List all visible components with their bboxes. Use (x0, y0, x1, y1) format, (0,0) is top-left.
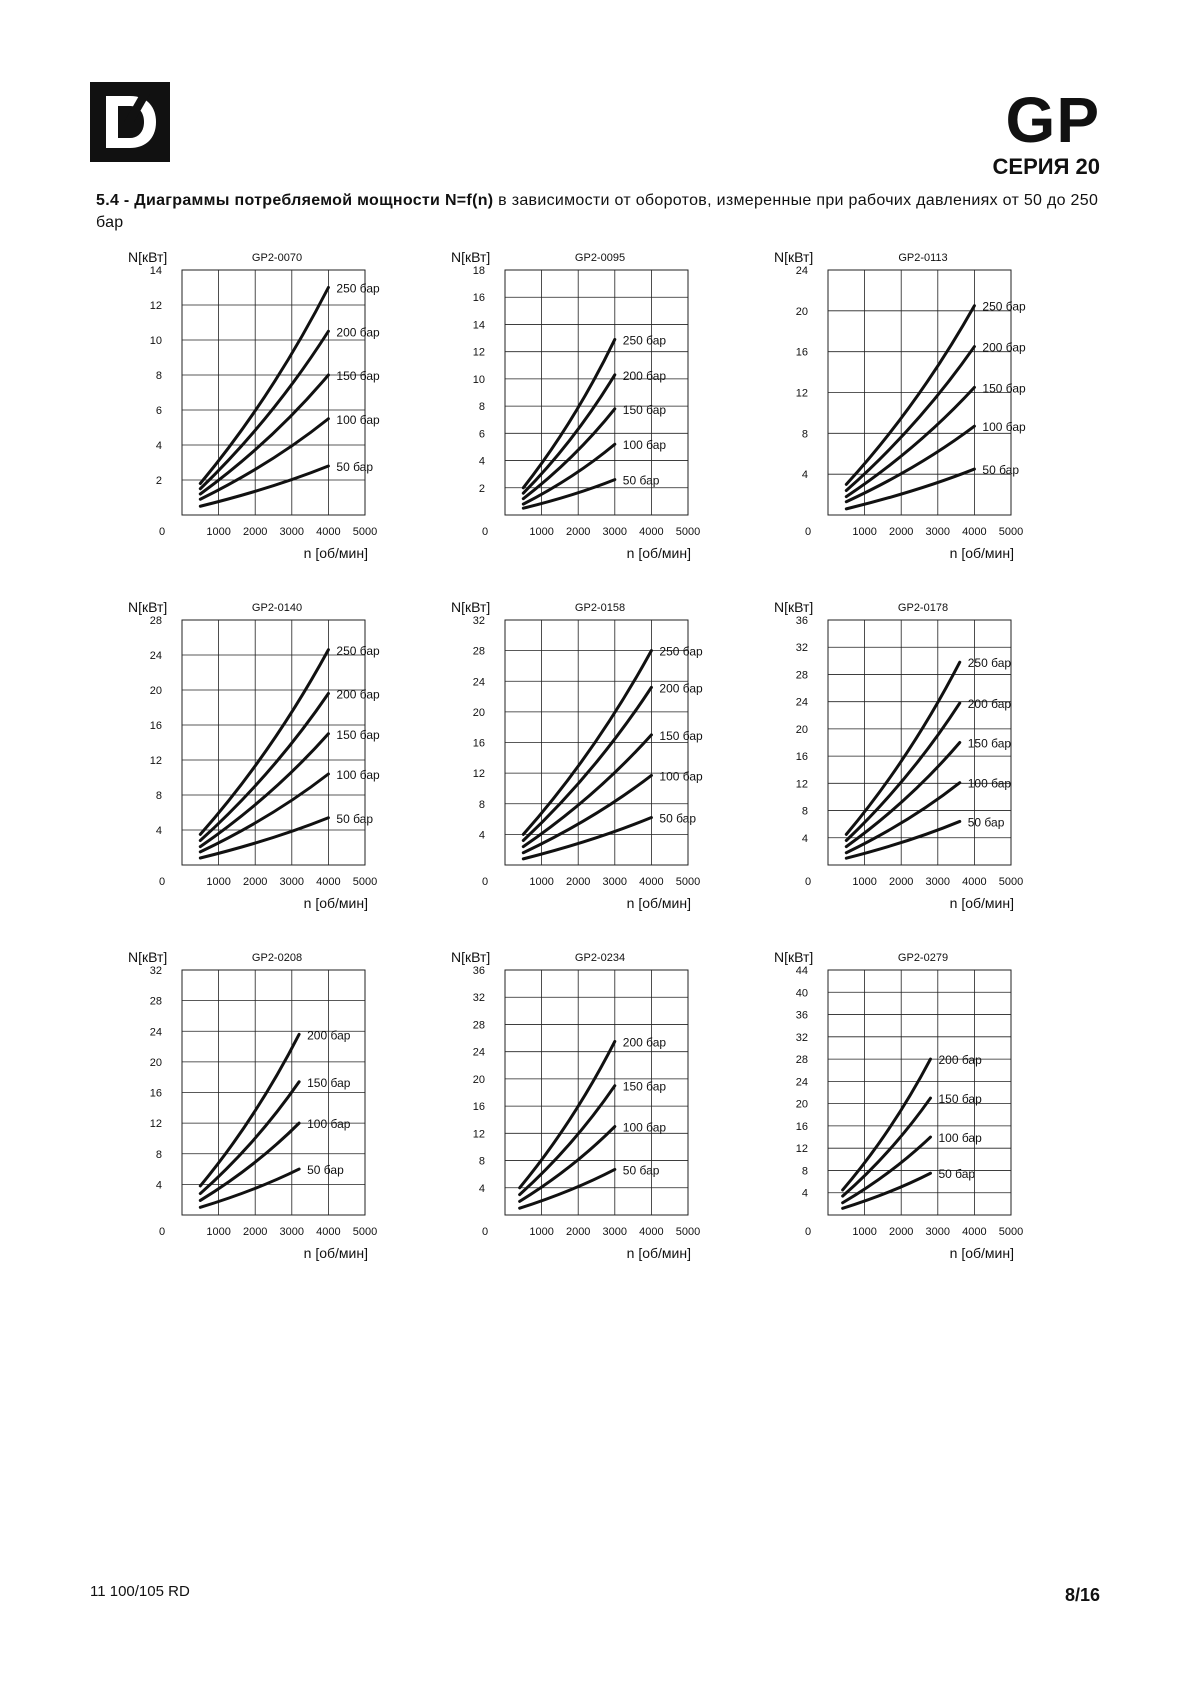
y-tick-label: 16 (795, 751, 808, 764)
x-tick-label: 5000 (998, 876, 1024, 888)
x-tick-label: 3000 (279, 876, 305, 888)
y-tick-label: 16 (149, 1087, 162, 1100)
y-tick-label: 18 (472, 265, 485, 277)
y-tick-label: 8 (478, 1155, 485, 1168)
y-axis-label: N[кВт] (128, 949, 168, 965)
y-tick-label: 32 (472, 615, 485, 627)
series-label: 100 бар (622, 1120, 667, 1135)
y-tick-label: 4 (801, 1187, 808, 1200)
chart-gp2-0113 (766, 245, 1096, 585)
series-label: 250 бар (622, 333, 667, 348)
series-line (846, 469, 974, 509)
series-label: 50 бар (982, 463, 1020, 478)
chart-title: GP2-0178 (897, 602, 949, 614)
chart-title: GP2-0208 (251, 952, 303, 964)
series-label: 100 бар (622, 438, 667, 453)
series-subtitle: СЕРИЯ 20 (992, 154, 1100, 179)
series-line (846, 703, 959, 840)
chart-gp2-0158 (443, 595, 773, 935)
y-tick-label: 8 (801, 428, 808, 441)
y-tick-label: 20 (795, 305, 808, 318)
x-axis-label: n [об/мин] (626, 1245, 691, 1261)
x-tick-label: 5000 (352, 526, 378, 538)
x-tick-label: 5000 (675, 876, 701, 888)
y-tick-label: 32 (795, 642, 808, 655)
series-line (200, 288, 328, 484)
y-tick-label: 32 (795, 1031, 808, 1044)
series-label: 150 бар (938, 1092, 982, 1107)
x-tick-label: 4000 (316, 1226, 341, 1238)
x-axis-label: n [об/мин] (949, 545, 1014, 561)
series-label: 50 бар (938, 1167, 976, 1182)
series-title: GP (1005, 84, 1100, 156)
series-label: 100 бар (967, 776, 1012, 791)
series-label: 250 бар (982, 299, 1026, 314)
x-tick-label: 4000 (962, 1226, 987, 1238)
y-tick-label: 16 (795, 346, 808, 359)
series-label: 50 бар (336, 811, 374, 826)
series-line (843, 1173, 931, 1208)
y-tick-label: 24 (795, 1076, 808, 1089)
y-tick-label: 28 (472, 1019, 485, 1032)
series-label: 50 бар (622, 473, 660, 488)
x-tick-label: 4000 (316, 526, 341, 538)
y-tick-label: 12 (472, 1128, 485, 1141)
y-tick-label: 16 (472, 292, 485, 305)
y-tick-label: 16 (472, 737, 485, 750)
series-label: 150 бар (622, 1079, 667, 1094)
series-label: 50 бар (967, 815, 1005, 830)
y-tick-label: 4 (478, 1182, 485, 1195)
x-tick-label: 3000 (602, 1226, 628, 1238)
x-tick-label: 4000 (316, 876, 341, 888)
x-axis-label: n [об/мин] (303, 545, 368, 561)
y-tick-label: 4 (155, 825, 162, 837)
x-tick-label: 0 (158, 876, 166, 888)
y-tick-label: 14 (149, 265, 162, 277)
x-tick-label: 2000 (565, 1226, 591, 1238)
series-line (520, 1169, 615, 1208)
x-axis-label: n [об/мин] (626, 895, 691, 911)
y-tick-label: 8 (155, 370, 162, 382)
series-label: 150 бар (967, 736, 1012, 751)
series-label: 50 бар (659, 811, 697, 826)
x-axis-label: n [об/мин] (303, 895, 368, 911)
x-tick-label: 1000 (206, 1226, 231, 1238)
x-tick-label: 4000 (639, 526, 664, 538)
series-line (200, 466, 328, 506)
series-label: 150 бар (307, 1075, 351, 1090)
series-label: 200 бар (967, 697, 1012, 712)
x-tick-label: 0 (804, 1226, 812, 1238)
x-tick-label: 2000 (565, 876, 591, 888)
y-tick-label: 24 (149, 650, 162, 662)
x-tick-label: 2000 (242, 1226, 268, 1238)
x-tick-label: 1000 (529, 526, 554, 538)
y-tick-label: 16 (795, 1120, 808, 1133)
y-axis-label: N[кВт] (128, 599, 168, 615)
y-tick-label: 44 (795, 965, 808, 977)
x-tick-label: 5000 (352, 1226, 378, 1238)
y-axis-label: N[кВт] (128, 249, 168, 265)
x-tick-label: 1000 (206, 526, 231, 538)
y-tick-label: 4 (155, 1179, 162, 1192)
x-tick-label: 3000 (279, 1226, 305, 1238)
y-tick-label: 6 (155, 405, 162, 417)
series-label: 50 бар (307, 1163, 344, 1178)
y-axis-label: N[кВт] (451, 949, 491, 965)
series-label: 100 бар (982, 420, 1026, 435)
x-tick-label: 3000 (925, 1226, 951, 1238)
y-tick-label: 20 (149, 685, 162, 697)
series-label: 100 бар (659, 769, 703, 784)
x-tick-label: 2000 (565, 526, 591, 538)
x-tick-label: 4000 (639, 1226, 664, 1238)
x-axis-label: n [об/мин] (626, 545, 691, 561)
series-label: 50 бар (622, 1163, 660, 1178)
y-tick-label: 4 (478, 829, 485, 842)
y-tick-label: 28 (149, 995, 162, 1008)
y-tick-label: 36 (795, 1009, 808, 1022)
series-line (200, 650, 328, 835)
y-tick-label: 8 (478, 401, 485, 414)
series-line (520, 1041, 615, 1187)
y-tick-label: 20 (795, 1098, 808, 1111)
series-label: 100 бар (307, 1117, 351, 1132)
y-tick-label: 16 (472, 1101, 485, 1114)
series-label: 250 бар (659, 644, 703, 659)
section-heading-bold: 5.4 - Диаграммы потребляемой мощности N=f(n) (96, 192, 494, 209)
y-tick-label: 28 (472, 645, 485, 658)
x-tick-label: 4000 (962, 876, 987, 888)
y-tick-label: 8 (155, 1148, 162, 1161)
series-label: 200 бар (938, 1053, 982, 1068)
series-line (200, 1169, 299, 1207)
d-logo-icon (90, 82, 170, 162)
y-tick-label: 24 (795, 696, 808, 709)
x-tick-label: 1000 (852, 526, 877, 538)
series-line (523, 375, 615, 493)
chart-title: GP2-0234 (574, 952, 626, 964)
x-tick-label: 1000 (852, 876, 877, 888)
x-tick-label: 2000 (242, 876, 268, 888)
x-axis-label: n [об/мин] (949, 895, 1014, 911)
x-tick-label: 5000 (675, 526, 701, 538)
series-label: 200 бар (307, 1028, 351, 1043)
series-label: 250 бар (336, 643, 380, 658)
x-tick-label: 2000 (888, 526, 914, 538)
series-label: 200 бар (622, 368, 667, 383)
series-line (200, 1123, 299, 1200)
x-tick-label: 0 (804, 876, 812, 888)
y-tick-label: 20 (472, 1073, 485, 1086)
y-tick-label: 28 (149, 615, 162, 627)
series-label: 250 бар (336, 281, 380, 296)
y-tick-label: 28 (795, 1054, 808, 1067)
x-tick-label: 5000 (675, 1226, 701, 1238)
x-tick-label: 1000 (529, 1226, 554, 1238)
y-tick-label: 40 (795, 987, 808, 1000)
y-tick-label: 8 (155, 790, 162, 802)
x-tick-label: 3000 (925, 876, 951, 888)
x-tick-label: 3000 (279, 526, 305, 538)
chart-gp2-0208 (120, 945, 450, 1285)
series-label: 100 бар (336, 412, 380, 427)
chart-gp2-0178 (766, 595, 1096, 935)
y-tick-label: 24 (795, 265, 808, 277)
y-tick-label: 12 (795, 778, 808, 791)
chart-title: GP2-0279 (897, 952, 949, 964)
y-tick-label: 12 (795, 1143, 808, 1156)
x-tick-label: 5000 (998, 1226, 1024, 1238)
x-tick-label: 0 (158, 1226, 166, 1238)
y-tick-label: 36 (795, 615, 808, 627)
y-axis-label: N[кВт] (774, 249, 814, 265)
series-label: 150 бар (336, 727, 380, 742)
x-tick-label: 0 (481, 1226, 489, 1238)
x-tick-label: 1000 (852, 1226, 877, 1238)
series-label: 100 бар (336, 768, 380, 782)
y-tick-label: 12 (149, 300, 162, 312)
page-number: 8/16 (1064, 1585, 1100, 1605)
series-label: 200 бар (336, 687, 380, 702)
x-tick-label: 5000 (352, 876, 378, 888)
series-line (200, 1034, 299, 1186)
y-tick-label: 4 (155, 440, 162, 452)
x-tick-label: 2000 (888, 876, 914, 888)
series-label: 100 бар (938, 1131, 982, 1146)
x-tick-label: 3000 (925, 526, 951, 538)
x-tick-label: 2000 (242, 526, 268, 538)
x-tick-label: 0 (481, 876, 489, 888)
x-tick-label: 0 (158, 526, 166, 538)
y-tick-label: 12 (795, 387, 808, 400)
y-tick-label: 8 (801, 1165, 808, 1178)
x-tick-label: 3000 (602, 876, 628, 888)
y-tick-label: 12 (149, 1118, 162, 1131)
y-tick-label: 10 (472, 373, 485, 386)
y-tick-label: 14 (472, 319, 485, 332)
y-tick-label: 12 (472, 768, 485, 781)
x-tick-label: 3000 (602, 526, 628, 538)
series-label: 150 бар (336, 369, 380, 383)
y-tick-label: 36 (472, 965, 485, 977)
x-tick-label: 0 (481, 526, 489, 538)
y-tick-label: 2 (478, 482, 485, 495)
y-tick-label: 12 (472, 346, 485, 359)
y-tick-label: 4 (478, 455, 485, 468)
chart-title: GP2-0158 (574, 602, 626, 614)
series-line (523, 339, 615, 487)
y-axis-label: N[кВт] (451, 249, 491, 265)
y-tick-label: 4 (801, 832, 808, 845)
series-label: 200 бар (336, 325, 380, 340)
y-tick-label: 24 (472, 676, 485, 689)
x-tick-label: 1000 (529, 876, 554, 888)
chart-gp2-0279 (766, 945, 1096, 1285)
y-tick-label: 24 (472, 1046, 485, 1059)
x-tick-label: 0 (804, 526, 812, 538)
chart-gp2-0234 (443, 945, 773, 1285)
series-line (846, 821, 959, 858)
x-axis-label: n [об/мин] (303, 1245, 368, 1261)
y-tick-label: 4 (801, 469, 808, 482)
y-tick-label: 32 (472, 992, 485, 1005)
y-tick-label: 20 (149, 1056, 162, 1069)
series-line (523, 480, 615, 509)
chart-title: GP2-0095 (574, 252, 626, 264)
x-tick-label: 4000 (962, 526, 987, 538)
chart-gp2-0095 (443, 245, 773, 585)
section-heading (96, 190, 1106, 234)
y-tick-label: 12 (149, 755, 162, 767)
x-axis-label: n [об/мин] (949, 1245, 1014, 1261)
chart-title: GP2-0113 (898, 252, 948, 264)
series-label: 50 бар (336, 460, 374, 474)
section-heading-rest: в зависимости от оборотов, измеренные при рабочих давлениях от 50 до 250 бар (96, 192, 1099, 231)
series-label: 200 бар (982, 340, 1026, 355)
series-line (843, 1098, 931, 1196)
y-axis-label: N[кВт] (451, 599, 491, 615)
x-tick-label: 4000 (639, 876, 664, 888)
y-tick-label: 20 (795, 723, 808, 736)
chart-title: GP2-0070 (251, 252, 303, 264)
x-tick-label: 2000 (888, 1226, 914, 1238)
y-tick-label: 24 (149, 1026, 162, 1039)
doc-code: 11 100/105 RD (90, 1583, 190, 1600)
y-tick-label: 10 (149, 335, 162, 347)
y-tick-label: 6 (478, 428, 485, 441)
x-tick-label: 1000 (206, 876, 231, 888)
y-tick-label: 16 (149, 720, 162, 732)
series-label: 200 бар (622, 1035, 667, 1050)
y-axis-label: N[кВт] (774, 599, 814, 615)
series-label: 250 бар (967, 656, 1012, 671)
series-label: 150 бар (982, 381, 1026, 396)
y-tick-label: 20 (472, 706, 485, 719)
y-tick-label: 8 (478, 798, 485, 811)
y-tick-label: 8 (801, 805, 808, 818)
y-tick-label: 32 (149, 965, 162, 977)
series-label: 200 бар (659, 681, 703, 696)
y-tick-label: 2 (155, 475, 162, 487)
chart-gp2-0140 (120, 595, 450, 935)
series-label: 150 бар (659, 728, 703, 743)
y-axis-label: N[кВт] (774, 949, 814, 965)
chart-title: GP2-0140 (251, 602, 303, 614)
x-tick-label: 5000 (998, 526, 1024, 538)
chart-gp2-0070 (120, 245, 450, 585)
series-line (846, 662, 959, 834)
series-line (846, 306, 974, 485)
series-label: 150 бар (622, 402, 667, 417)
y-tick-label: 28 (795, 669, 808, 682)
series-brand (992, 84, 1100, 180)
